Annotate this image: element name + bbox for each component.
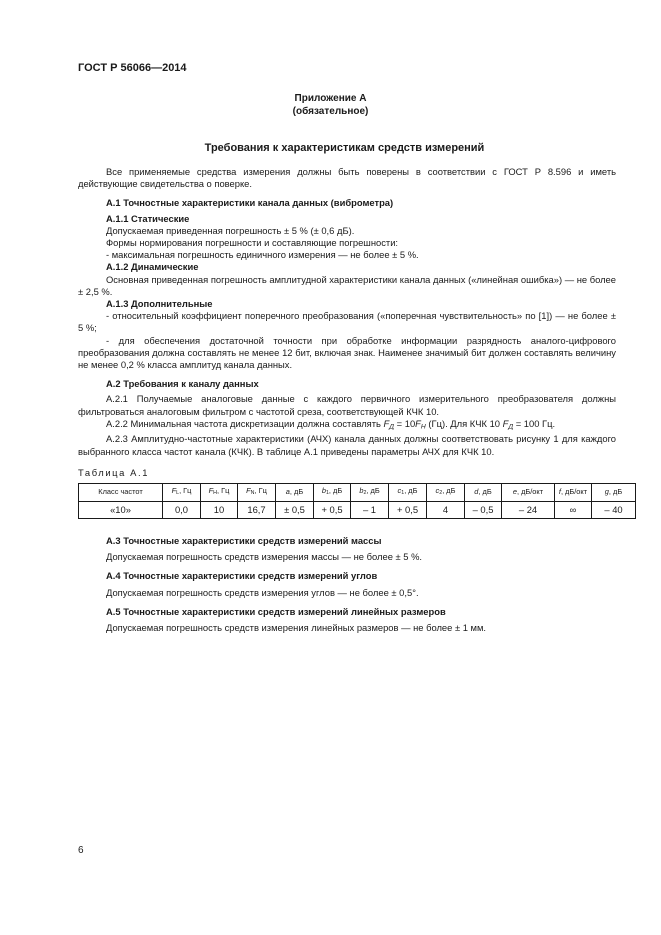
cell-f: ∞	[555, 502, 592, 519]
header-e: e, дБ/окт	[502, 484, 555, 502]
document-body	[78, 166, 623, 634]
section-a11-line2: Формы нормирования погрешности и составляющие погрешности:	[106, 237, 399, 249]
cell-b2: – 1	[351, 502, 389, 519]
table-row	[79, 502, 636, 519]
section-a3-text: Допускаемая погрешность средств измерения массы — не более ± 5 %.	[106, 551, 423, 563]
document-header: ГОСТ Р 56066—2014	[78, 62, 187, 74]
section-a13-heading: А.1.3 Дополнительные	[106, 298, 213, 310]
section-a5-text: Допускаемая погрешность средств измерения линейных размеров — не более ± 1 мм.	[106, 622, 487, 634]
section-a22-paragraph: А.2.2 Минимальная частота дискретизации должна составлять FД = 10FH (Гц). Для КЧК 10 FД = 100 Гц.	[106, 417, 556, 431]
header-b1: $b_1$, дБ	[314, 484, 351, 502]
header-fn: $F_N$, Гц	[238, 484, 276, 502]
section-a3-heading: А.3 Точностные характеристики средств измерений массы	[106, 535, 382, 547]
formula-f-d-2: FД	[502, 417, 514, 431]
header-c1: $c_1$, дБ	[389, 484, 427, 502]
section-a2-heading: А.2 Требования к каналу данных	[106, 378, 259, 390]
cell-c1: + 0,5	[389, 502, 427, 519]
formula-f-h: FH	[415, 417, 426, 431]
section-a13-line2: - для обеспечения достаточной точности при обработке информации разрядность аналого-цифрового преобразования должна составлять не менее 12 бит, включая знак. Наименее значимый бит должен составлять величину не менее 0,2 % класса амплитуд канала данных.	[78, 334, 616, 371]
main-title: Требования к характеристикам средств измерений	[204, 142, 485, 154]
section-a12-line1: Основная приведенная погрешность амплитудной характеристики канала данных («линейная ошибка») — не более ± 2,5 %.	[78, 273, 616, 297]
formula-f-d: FД	[383, 417, 395, 431]
header-f: f, дБ/окт	[555, 484, 592, 502]
parameters-table	[78, 483, 636, 519]
header-d: d, дБ	[465, 484, 502, 502]
header-b2: $b_2$, дБ	[351, 484, 389, 502]
header-c2: $c_2$, дБ	[427, 484, 465, 502]
header-a: a, дБ	[276, 484, 314, 502]
section-a12-heading: А.1.2 Динамические	[106, 261, 199, 273]
cell-e: – 24	[502, 502, 555, 519]
section-a11-line3: - максимальная погрешность единичного измерения — не более ± 5 %.	[106, 249, 419, 261]
cell-d: – 0,5	[465, 502, 502, 519]
table-caption: Таблица А.1	[78, 466, 150, 478]
header-fl: $F_L$, Гц	[163, 484, 201, 502]
section-a11-line1: Допускаемая приведенная погрешность ± 5 % (± 0,6 дБ).	[106, 224, 355, 236]
a22-text-c: = 100 Гц.	[515, 417, 556, 429]
section-a23-paragraph: А.2.3 Амплитудно-частотные характеристики (АЧХ) канала данных должны соответствовать рисунку 1 для каждого выбранного класса частот канала (КЧК). В таблице А.1 приведены параметры АЧХ для КЧК 10.	[78, 433, 616, 457]
section-a4-heading: А.4 Точностные характеристики средств измерений углов	[106, 570, 378, 582]
a22-text-b: (Гц). Для КЧК 10	[428, 417, 500, 429]
annex-title: Приложение А	[294, 93, 367, 104]
section-a11-heading: А.1.1 Статические	[106, 212, 190, 224]
cell-a: ± 0,5	[276, 502, 314, 519]
section-a4-text: Допускаемая погрешность средств измерения углов — не более ± 0,5°.	[106, 586, 419, 598]
section-a13-line1: - относительный коэффициент поперечного преобразования («поперечная чувствительность» по [1]) — не более ± 5 %;	[78, 310, 616, 334]
header-frequency-class: Класс частот	[79, 484, 163, 502]
cell-g: – 40	[592, 502, 636, 519]
header-fh: $F_H$, Гц	[201, 484, 238, 502]
section-a5-heading: А.5 Точностные характеристики средств измерений линейных размеров	[106, 605, 446, 617]
table-header-row	[79, 484, 636, 502]
page-number: 6	[78, 845, 84, 856]
cell-fh: 10	[201, 502, 238, 519]
cell-fl: 0,0	[163, 502, 201, 519]
cell-fn: 16,7	[238, 502, 276, 519]
cell-frequency-class: «10»	[79, 502, 163, 519]
annex-block	[0, 92, 661, 118]
section-a21-paragraph: А.2.1 Получаемые аналоговые данные с каждого первичного измерительного преобразователя должны фильтроваться аналоговым фильтром с частотой среза, соответствующей КЧК 10.	[78, 393, 616, 417]
cell-b1: + 0,5	[314, 502, 351, 519]
a22-text-a: А.2.2 Минимальная частота дискретизации должна составлять	[106, 417, 381, 429]
annex-status: (обязательное)	[292, 106, 369, 117]
section-a1-heading: А.1 Точностные характеристики канала данных (виброметра)	[106, 197, 394, 209]
cell-c2: 4	[427, 502, 465, 519]
intro-paragraph: Все применяемые средства измерения должны быть поверены в соответствии с ГОСТ Р 8.596 и иметь действующие свидетельства о поверке.	[78, 166, 616, 190]
header-g: g, дБ	[592, 484, 636, 502]
